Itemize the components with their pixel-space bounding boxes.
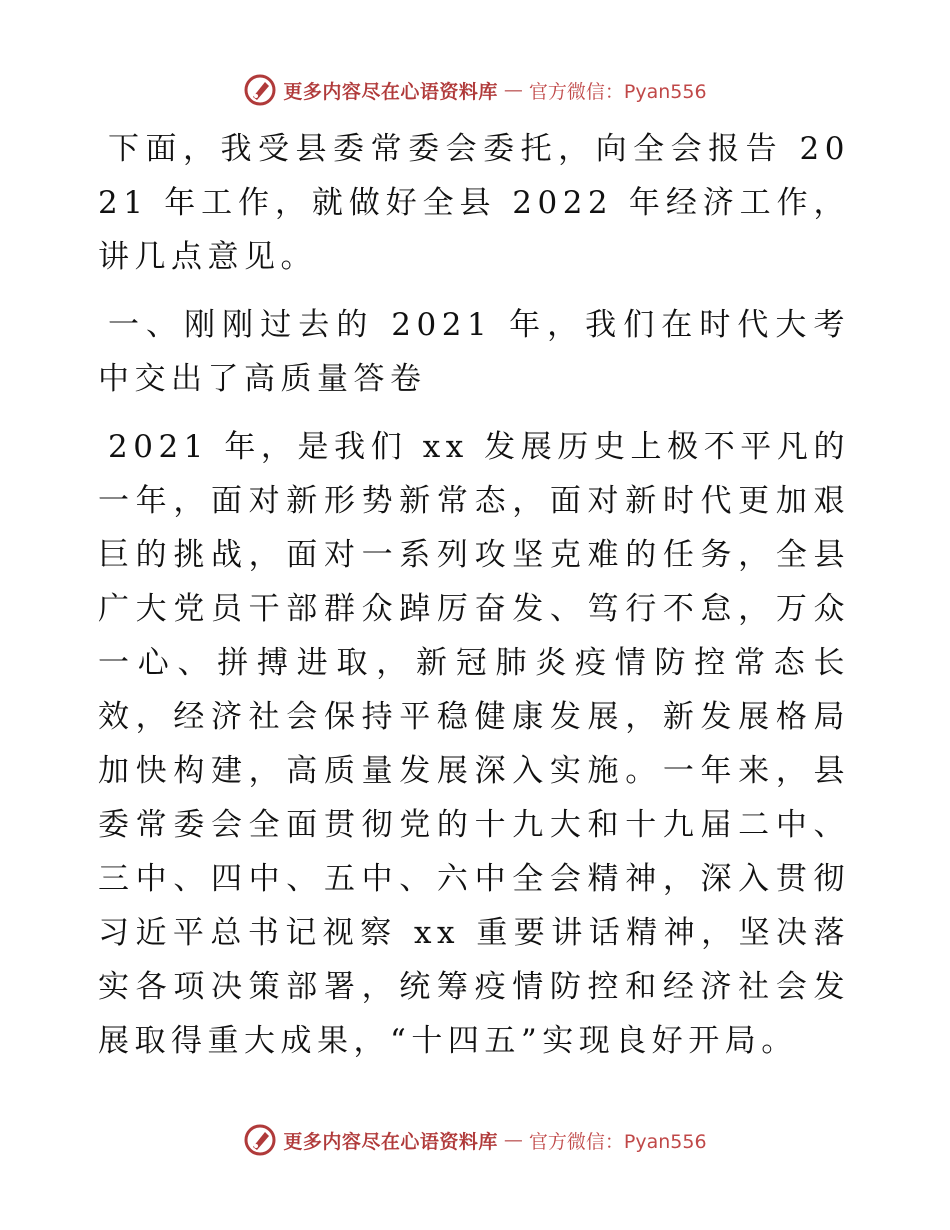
intro-paragraph: 下面，我受县委常委会委托，向全会报告 2021 年工作，就做好全县 2022 年经济工作，讲几点意见。 bbox=[98, 131, 850, 275]
pen-nib-logo-icon bbox=[243, 73, 277, 107]
watermark-separator: — bbox=[503, 79, 523, 101]
watermark-contact: 官方微信：Pyan556 bbox=[528, 1130, 707, 1153]
section-heading: 一、刚刚过去的 2021 年，我们在时代大考中交出了高质量答卷 bbox=[98, 307, 850, 397]
document-body bbox=[98, 122, 850, 1082]
watermark-title: 更多内容尽在心语资料库 bbox=[283, 80, 498, 103]
watermark-title: 更多内容尽在心语资料库 bbox=[283, 1130, 498, 1153]
pen-nib-logo-icon bbox=[243, 1123, 277, 1157]
watermark-contact: 官方微信：Pyan556 bbox=[528, 80, 707, 103]
footer-watermark bbox=[0, 1120, 950, 1160]
header-watermark bbox=[0, 70, 950, 110]
body-paragraph: 2021 年，是我们 xx 发展历史上极不平凡的一年，面对新形势新常态，面对新时代更加艰巨的挑战，面对一系列攻坚克难的任务，全县广大党员干部群众踔厉奋发、笃行不怠，万众一心、拼搏进取，新冠肺炎疫情防控常态长效，经济社会保持平稳健康发展，新发展格局加快构建，高质量发展深入实施。一年来，县委常委会全面贯彻党的十九大和十九届二中、三中、四中、五中、六中全会精神，深入贯彻习近平总书记视察 xx 重要讲话精神，坚决落实各项决策部署，统筹疫情防控和经济社会发展取得重大成果，“十四五”实现良好开局。 bbox=[98, 429, 850, 1059]
watermark-separator: — bbox=[503, 1129, 523, 1151]
